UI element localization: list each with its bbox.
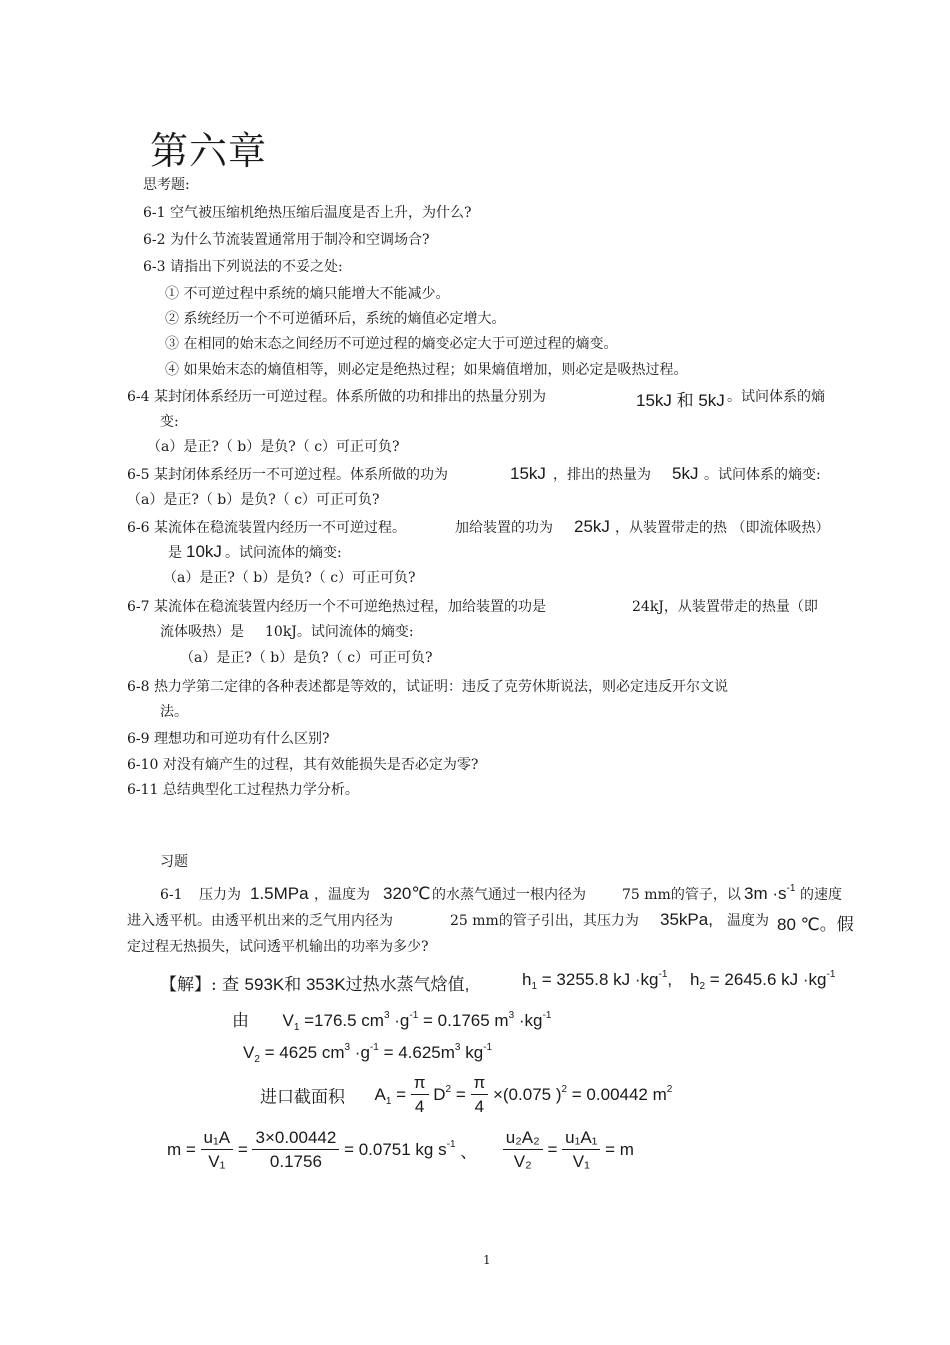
exercise-6-1-text: 温度为 (727, 913, 769, 929)
question-6-11: 6-11 总结典型化工过程热力学分析。 (127, 782, 359, 798)
exercise-6-1-text: 定过程无热损失，试问透平机输出的功率为多少? (127, 939, 429, 955)
question-6-5-work: 15kJ (510, 464, 546, 483)
question-6-10: 6-10 对没有熵产生的过程，其有效能损失是否必定为零? (127, 757, 479, 773)
question-6-7-options: （a）是正?（ b）是负?（ c）可正可负? (180, 650, 433, 666)
enthalpy-h1: $h_1 = 3255.8$ kJ $\cdot kg^{-1}$, (522, 969, 673, 992)
question-6-4-options: （a）是正?（ b）是负?（ c）可正可负? (147, 439, 400, 455)
exercise-6-1-text: 压力为 (199, 887, 241, 903)
specific-volume-v2: $V_2 = 4625$ $cm^3 \cdot g^{-1} = 4.625m^3$ $kg^{-1}$ (243, 1042, 493, 1065)
question-6-6-work-label: 加给装置的功为 (455, 520, 553, 536)
question-6-5-options: （a）是正?（ b）是负?（ c）可正可负? (127, 492, 380, 508)
question-6-3-item: ② 系统经历一个不可逆循环后，系统的熵值必定增大。 (165, 311, 506, 327)
question-6-3: 6-3 请指出下列说法的不妥之处: (143, 259, 343, 275)
exercise-6-1-temp-out: 80 ℃。假 (777, 915, 854, 934)
question-6-4-end: 。试问体系的熵 (727, 389, 825, 405)
question-6-5-text: 6-5 某封闭体系经历一不可逆过程。体系所做的功为 (127, 467, 448, 483)
exercise-6-1-pressure-out: 35kPa, (660, 910, 713, 929)
exercise-6-1-temp: 320℃ (383, 884, 431, 903)
question-6-5-end: 。试问体系的熵变: (704, 467, 821, 483)
question-6-4-cont: 变: (160, 414, 179, 430)
exercise-6-1-text: 的速度 (800, 887, 842, 903)
exercise-6-1-text: 25 mm的管子引出，其压力为 (450, 913, 639, 929)
question-6-7-heat: 10kJ。试问流体的熵变: (265, 624, 414, 640)
chapter-title: 第六章 (150, 129, 268, 173)
question-6-7-cont: 流体吸热）是 (160, 624, 244, 640)
question-6-1: 6-1 空气被压缩机绝热压缩后温度是否上升，为什么? (143, 205, 472, 221)
exercise-6-1-diameter: 75 mm的管子，以 (622, 887, 741, 903)
question-6-6-end: 。试问流体的熵变: (225, 545, 342, 561)
question-6-7-values: 24kJ，从装置带走的热量（即 (632, 599, 818, 615)
enthalpy-h2: $h_2 = 2645.6$ kJ $\cdot kg^{-1}$ (690, 969, 836, 992)
questions-heading: 思考题: (143, 177, 190, 193)
question-6-3-item: ④ 如果始末态的熵值相等，则必定是绝热过程；如果熵值增加，则必定是吸热过程。 (165, 362, 688, 378)
question-6-7-text: 6-7 某流体在稳流装置内经历一个不可逆绝热过程，加给装置的功是 (127, 599, 546, 615)
exercise-6-1-velocity: $3m \cdot s^{-1}$ (744, 883, 796, 903)
question-6-9: 6-9 理想功和可逆功有什么区别? (127, 731, 330, 747)
question-6-6-work: 25kJ (574, 517, 610, 536)
exercise-6-1-text: 的水蒸气通过一根内径为 (432, 887, 586, 903)
question-6-3-item: ③ 在相同的始末态之间经历不可逆过程的熵变必定大于可逆过程的熵变。 (165, 336, 618, 352)
inlet-area-equation: 进口截面积 $A_1$ = $\frac{\pi}{4}$ $D^2$ = $\frac{\pi}{4}$ ×(0.075 )$^2$ = 0.00442 $m^2$ (260, 1073, 673, 1116)
exercise-6-1-num: 6-1 (160, 887, 183, 903)
question-6-6-cont: 是 (168, 545, 182, 561)
mass-flow-equation: m = $\frac{\text{u₁A}}{\text{V₁}}$ = $\frac{3\times 0.00442}{0.1756}$ = 0.0751 kg $s^{-1}$ 、 $\frac{\text{u₂A₂}}{\text{V₂}}$ = $\frac{\text{u₁A₁}}{\text{V₁}}$ = m (167, 1128, 634, 1171)
exercises-heading: 习题 (160, 854, 188, 870)
question-6-8-cont: 法。 (160, 704, 188, 720)
page-number: 1 (483, 1253, 491, 1267)
question-6-6-options: （a）是正?（ b）是负?（ c）可正可负? (163, 570, 416, 586)
exercise-6-1-pressure: 1.5MPa (250, 884, 309, 903)
question-6-4-text: 6-4 某封闭体系经历一可逆过程。体系所做的功和排出的热量分别为 (127, 389, 546, 405)
question-6-6-text: 6-6 某流体在稳流装置内经历一不可逆过程。 (127, 520, 406, 536)
question-6-8: 6-8 热力学第二定律的各种表述都是等效的，试证明：违反了克劳休斯说法，则必定违反开尔文说 (127, 679, 728, 695)
question-6-2: 6-2 为什么节流装置通常用于制冷和空调场合? (143, 232, 430, 248)
exercise-6-1-text: 进入透平机。由透平机出来的乏气用内径为 (127, 913, 393, 929)
question-6-5-heat: 5kJ (672, 464, 699, 483)
question-6-5-mid: ，排出的热量为 (553, 467, 651, 483)
solution-intro: 【解】: 查 593K和 353K过热水蒸气焓值, (160, 975, 470, 995)
question-6-6-heat: 10kJ (186, 542, 222, 561)
exercise-6-1-text: ，温度为 (314, 887, 370, 903)
specific-volume-v1: 由 $V_1 =176.5$ $cm^3 \cdot g^{-1} = 0.1765$ $m^3 \cdot kg^{-1}$ (232, 1010, 552, 1033)
question-6-3-item: ① 不可逆过程中系统的熵只能增大不能减少。 (165, 286, 450, 302)
question-6-6-heat-label: ，从装置带走的热 （即流体吸热） (615, 520, 830, 536)
question-6-4-values: 15kJ 和 5kJ (636, 391, 725, 410)
